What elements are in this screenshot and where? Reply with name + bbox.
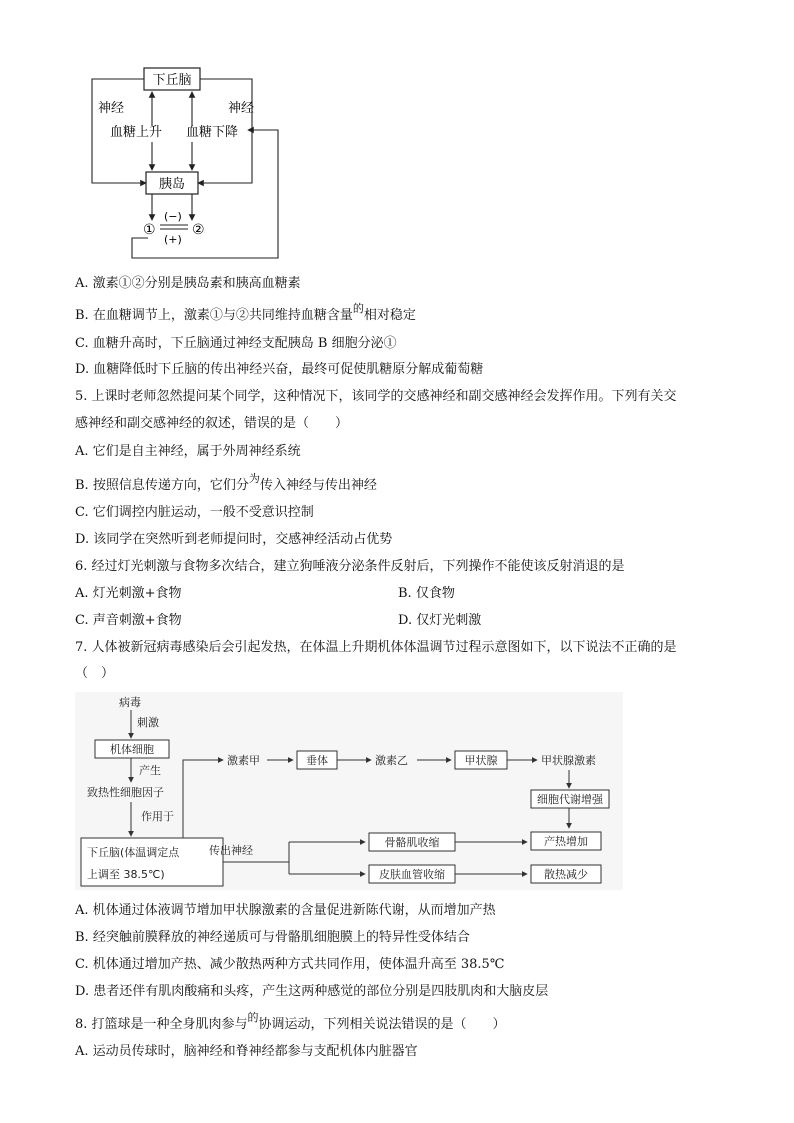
q7-option-b: B. 经突触前膜释放的神经递质可与骨骼肌细胞膜上的特异性受体结合 (75, 930, 470, 945)
q7-option-a: A. 机体通过体液调节增加甲状腺激素的含量促进新陈代谢，从而增加产热 (75, 903, 496, 918)
q5-stem-line2: 感神经和副交感神经的叙述，错误的是（ ） (75, 416, 349, 431)
option-text-end: 传入神经与传出神经 (259, 478, 377, 493)
q6-option-a: A. 灯光刺激+食物 (75, 586, 182, 601)
thyroid-hormone-label: 甲状腺激素 (541, 754, 596, 767)
thermoregulation-diagram (75, 692, 623, 890)
question-text-end: 协调运动，下列相关说法错误的是（ ） (258, 1017, 506, 1032)
q4-option-d (75, 362, 483, 378)
option-text: 血糖降低时下丘脑的传出神经兴奋，最终可促使肌糖原分解成葡萄糖 (93, 362, 484, 377)
q6-option-d: D. 仅灯光刺激 (398, 613, 482, 628)
q4-option-c (75, 336, 397, 352)
q5-option-d: D. 该同学在突然听到老师提问时，交感神经活动占优势 (75, 532, 393, 547)
option-text: 在血糖调节上，激素①与②共同维持血糖含量 (92, 308, 353, 323)
hormone-2-node: ② (192, 222, 205, 238)
heat-down-label: 散热减少 (544, 868, 588, 881)
option-text: 激素①②分别是胰岛素和胰高血糖素 (92, 276, 301, 291)
stray-character: 的 (247, 1011, 259, 1024)
hypothalamus-label: 下丘脑 (152, 73, 192, 88)
q7-option-d: D. 患者还伴有肌肉酸痛和头疼，产生这两种感觉的部位分别是四肢肌肉和大脑皮层 (75, 984, 549, 999)
hypothalamus-line1: 下丘脑(体温调定点 (87, 846, 180, 859)
q7-stem-line2: （ ） (75, 666, 115, 681)
q5-option-b (75, 472, 377, 494)
option-label: B. (75, 308, 89, 323)
q5-stem-line1: 5. 上课时老师忽然提问某个同学，这种情况下，该同学的交感神经和副交感神经会发挥作用。下列有关交 (75, 389, 677, 404)
body-cells-label: 机体细胞 (110, 743, 154, 756)
pituitary-label: 垂体 (306, 754, 328, 767)
q4-option-b (75, 302, 416, 324)
nerve-left-label: 神经 (98, 101, 125, 116)
muscle-label: 骨骼肌收缩 (384, 836, 440, 849)
promote-label: (+) (164, 233, 182, 246)
heat-up-label: 产热增加 (544, 835, 588, 848)
efferent-label: 传出神经 (209, 844, 253, 857)
metabolism-label: 细胞代谢增强 (537, 793, 603, 806)
thyroid-label: 甲状腺 (464, 754, 498, 767)
pyrogen-label: 致热性细胞因子 (87, 786, 164, 799)
stray-character: 为 (248, 472, 260, 485)
question-text: 8. 打篮球是一种全身肌肉参与 (75, 1017, 248, 1032)
glucose-down-label: 血糖下降 (186, 125, 239, 140)
skin-vessel-label: 皮肤血管收缩 (379, 868, 445, 881)
q8-stem (75, 1011, 506, 1033)
q6-stem: 6. 经过灯光刺激与食物多次结合，建立狗唾液分泌条件反射后，下列操作不能使该反射消退的是 (75, 559, 625, 574)
q6-option-c: C. 声音刺激+食物 (75, 613, 182, 628)
option-label: A. (75, 276, 89, 291)
option-label: C. (75, 336, 89, 351)
hormone-a-label: 激素甲 (227, 754, 260, 767)
acts-on-label: 作用于 (141, 810, 174, 823)
q5-option-c: C. 它们调控内脏运动，一般不受意识控制 (75, 505, 314, 520)
hormone-1-node: ① (143, 222, 156, 238)
glucose-regulation-diagram (88, 62, 288, 262)
q6-option-b: B. 仅食物 (398, 586, 455, 601)
produce-label: 产生 (139, 764, 161, 777)
virus-label: 病毒 (119, 696, 141, 709)
hormone-b-label: 激素乙 (375, 754, 408, 767)
glucose-up-label: 血糖上升 (110, 125, 163, 140)
islet-label: 胰岛 (158, 177, 186, 192)
q7-stem-line1: 7. 人体被新冠病毒感染后会引起发热，在体温上升期机体体温调节过程示意图如下，以下说法不正确的是 (75, 640, 677, 655)
q7-option-c: C. 机体通过增加产热、减少散热两种方式共同作用，使体温升高至 38.5℃ (75, 957, 505, 972)
stimulate-label: 刺激 (137, 716, 159, 729)
option-text-end: 相对稳定 (363, 308, 416, 323)
option-label: D. (75, 362, 90, 377)
nerve-right-label: 神经 (228, 101, 255, 116)
option-text: B. 按照信息传递方向，它们分 (75, 478, 249, 493)
q5-option-a: A. 它们是自主神经，属于外周神经系统 (75, 444, 301, 459)
q4-option-a (75, 276, 301, 292)
stray-character: 的 (352, 302, 364, 315)
hypothalamus-line2: 上调至 38.5℃) (87, 868, 165, 881)
q8-option-a: A. 运动员传球时，脑神经和脊神经都参与支配机体内脏器官 (75, 1044, 418, 1059)
inhibit-label: (−) (164, 210, 182, 223)
option-text: 血糖升高时，下丘脑通过神经支配胰岛 B 细胞分泌① (92, 336, 397, 351)
